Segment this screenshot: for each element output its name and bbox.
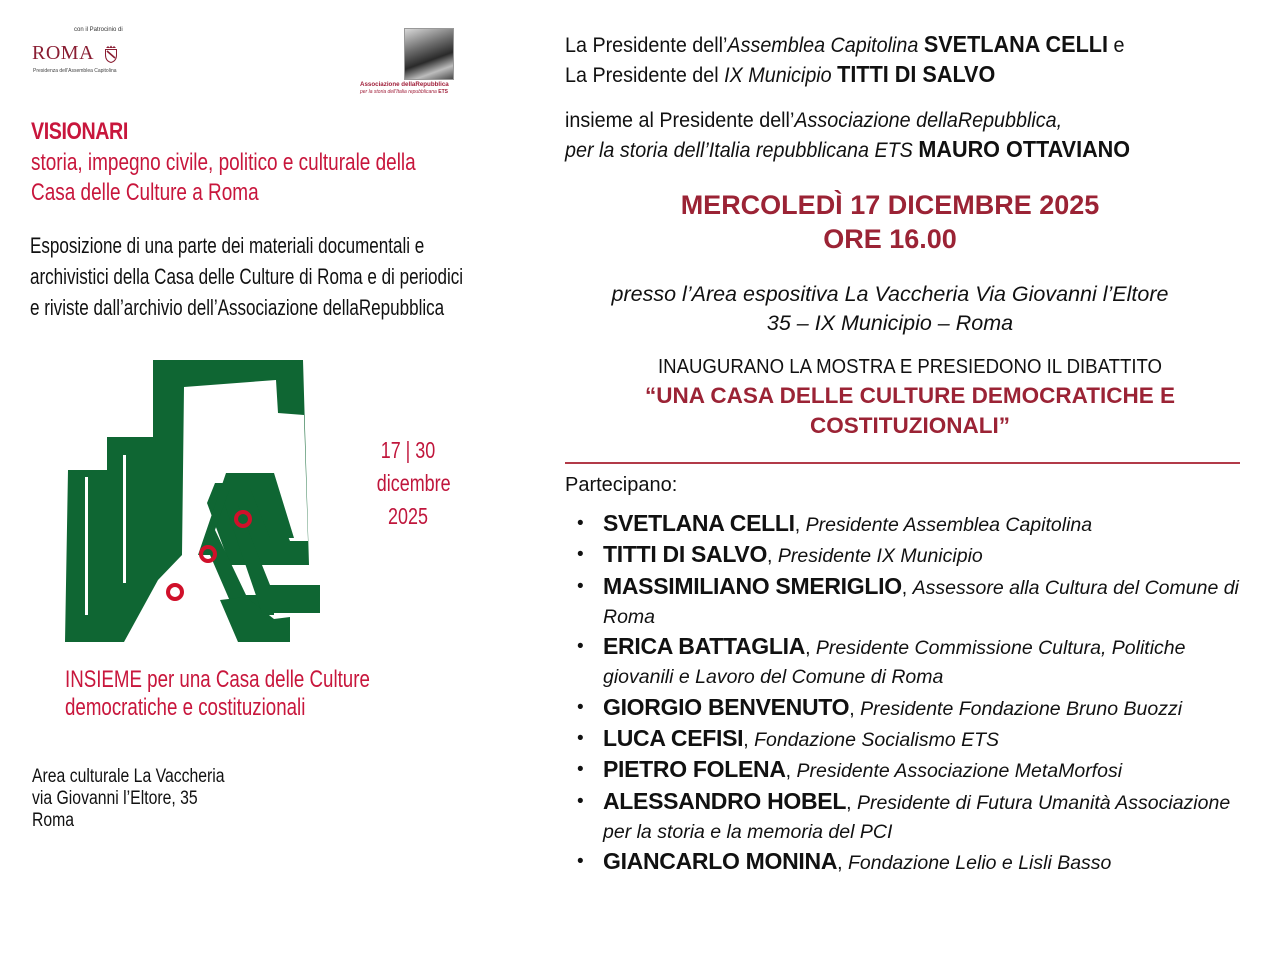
- event-venue: [560, 280, 1220, 338]
- bullet-icon: •: [577, 728, 584, 750]
- bullet-icon: •: [577, 636, 584, 658]
- participant-name: TITTI DI SALVO: [603, 541, 768, 568]
- coat-of-arms-icon: [104, 45, 118, 63]
- dates-line: dicembre: [376, 470, 451, 496]
- participant-item: • GIANCARLO MONINA, Fondazione Lelio e Lisli Basso: [575, 847, 1255, 878]
- debate-title-line: “UNA CASA DELLE CULTURE DEMOCRATICHE E: [645, 383, 1175, 408]
- participant-item: • SVETLANA CELLI, Presidente Assemblea Capitolina: [575, 509, 1255, 540]
- debate-title: [560, 381, 1260, 441]
- patronage-label: con il Patrocinio di: [74, 27, 123, 33]
- associazione-subtitle: [360, 89, 448, 95]
- venue-line: 35 – IX Municipio – Roma: [766, 311, 1014, 335]
- participant-role: Presidente Associazione MetaMorfosi: [796, 760, 1123, 783]
- bullet-icon: •: [577, 759, 584, 781]
- associazione-ets: ETS: [438, 89, 448, 95]
- intro-text: La Presidente del: [565, 64, 719, 87]
- roma-logo-text: ROMA: [32, 42, 95, 64]
- participant-item: • ALESSANDRO HOBEL, Presidente di Futura Umanità Associazione per la storia e la memoria del PCI: [577, 787, 1231, 843]
- participant-item: • GIORGIO BENVENUTO, Presidente Fondazione Bruno Buozzi: [575, 693, 1255, 724]
- associazione-subtitle-text: per la storia dell'Italia repubblicana: [360, 89, 437, 95]
- casa-delle-culture-emblem: [60, 355, 320, 645]
- participants-label: Partecipano:: [565, 474, 678, 496]
- participant-role: Presidente Assemblea Capitolina: [805, 514, 1093, 536]
- participant-name: GIANCARLO MONINA: [603, 848, 838, 875]
- bullet-icon: •: [577, 544, 584, 566]
- address-line: Roma: [32, 810, 75, 831]
- description-line: Esposizione di una parte dei materiali documentali e: [30, 233, 425, 258]
- event-time: ORE 16.00: [823, 224, 957, 254]
- participants-list: [575, 509, 1255, 879]
- intro-italic: per la storia dell’Italia repubblicana ETS: [565, 139, 913, 162]
- description-line: e riviste dall’archivio dell’Associazione dellaRepubblica: [30, 295, 445, 320]
- subtitle-line: storia, impegno civile, politico e culturale della: [31, 149, 416, 176]
- right-panel: [560, 0, 1260, 959]
- intro-text: insieme al Presidente dell’: [565, 109, 795, 132]
- associazione-name: Associazione dellaRepubblica: [360, 81, 449, 88]
- participant-name: PIETRO FOLENA: [603, 756, 786, 783]
- participant-name: ALESSANDRO HOBEL: [603, 787, 847, 814]
- participant-name: MASSIMILIANO SMERIGLIO: [603, 572, 902, 599]
- host-name: MAURO OTTAVIANO: [918, 136, 1131, 162]
- event-date: MERCOLEDÌ 17 DICEMBRE 2025: [680, 190, 1100, 220]
- bullet-icon: •: [577, 851, 584, 873]
- participant-item: • MASSIMILIANO SMERIGLIO, Assessore alla Cultura del Comune di Roma: [577, 572, 1239, 628]
- slogan-line: INSIEME per una Casa delle Culture: [65, 666, 370, 693]
- roma-logo-subtitle: Presidenza dell'Assemblea Capitolina: [33, 68, 117, 74]
- exhibition-subtitle: [31, 148, 458, 208]
- bullet-icon: •: [577, 790, 584, 812]
- intro-italic: Associazione dellaRepubblica,: [794, 109, 1063, 132]
- emblem-shapes: [60, 355, 320, 642]
- participant-item: • TITTI DI SALVO, Presidente IX Municipio: [575, 540, 1255, 571]
- participant-role: Presidente IX Municipio: [777, 545, 983, 568]
- intro-italic: IX Municipio: [724, 64, 832, 87]
- bullet-icon: •: [577, 696, 584, 718]
- ring-marker: [168, 585, 182, 599]
- participant-item: • ERICA BATTAGLIA, Presidente Commissione Cultura, Politiche giovanili e Lavoro del Comune di Roma: [577, 633, 1186, 689]
- emblem-slit: [123, 455, 126, 583]
- participant-name: GIORGIO BENVENUTO: [603, 693, 850, 720]
- event-datetime: [560, 188, 1220, 256]
- subtitle-line: Casa delle Culture a Roma: [31, 179, 259, 206]
- hosts-intro-2: [565, 106, 1130, 165]
- intro-italic: Assemblea Capitolina: [727, 34, 919, 57]
- participant-name: SVETLANA CELLI: [603, 510, 795, 536]
- bullet-icon: •: [577, 575, 584, 597]
- section-divider: [565, 462, 1240, 464]
- description-line: archivistici della Casa delle Culture di Roma e di periodici: [30, 264, 464, 289]
- hosts-intro: [565, 30, 1124, 90]
- participant-item: • LUCA CEFISI, Fondazione Socialismo ETS: [575, 724, 1255, 755]
- participant-name: ERICA BATTAGLIA: [603, 633, 806, 660]
- venue-address: [32, 766, 281, 832]
- roma-logo: [32, 42, 118, 65]
- exhibition-dates: [376, 434, 451, 533]
- intro-line: [565, 135, 1130, 165]
- intro-line: [565, 60, 1124, 90]
- associazione-photo: [404, 28, 454, 80]
- slogan-line: democratiche e costituzionali: [65, 694, 306, 721]
- intro-text: e: [1113, 34, 1125, 57]
- dates-line: 17 | 30: [380, 437, 436, 463]
- bullet-icon: •: [577, 513, 584, 534]
- host-name: TITTI DI SALVO: [837, 61, 996, 87]
- left-panel: [0, 0, 500, 959]
- address-line: via Giovanni l’Eltore, 35: [32, 788, 198, 809]
- participant-role: Fondazione Socialismo ETS: [754, 729, 1000, 752]
- emblem-slit: [85, 477, 88, 615]
- participant-role: Fondazione Lelio e Lisli Basso: [847, 852, 1112, 875]
- participant-role: Presidente di Futura Umanità Associazione per la storia e la memoria del PCI: [603, 791, 1231, 843]
- debate-title-line: COSTITUZIONALI”: [810, 413, 1010, 438]
- intro-line: [565, 30, 1124, 60]
- participant-role: Presidente Fondazione Bruno Buozzi: [860, 697, 1183, 720]
- exhibition-description: [30, 230, 464, 323]
- address-line: Area culturale La Vaccheria: [32, 766, 225, 787]
- dates-line: 2025: [388, 503, 428, 529]
- participant-name: LUCA CEFISI: [603, 725, 744, 752]
- exhibition-title: VISIONARI: [31, 118, 128, 145]
- intro-text: La Presidente dell’: [565, 34, 728, 57]
- insieme-slogan: [65, 666, 439, 722]
- participant-item: • PIETRO FOLENA, Presidente Associazione MetaMorfosi: [575, 755, 1255, 786]
- host-name: SVETLANA CELLI: [923, 31, 1109, 57]
- participant-role: Presidente Commissione Cultura, Politiche giovanili e Lavoro del Comune di Roma: [603, 637, 1186, 689]
- inaugurano-heading: INAUGURANO LA MOSTRA E PRESIEDONO IL DIBATTITO: [657, 356, 1163, 378]
- emblem-frame: [60, 355, 320, 360]
- venue-line: presso l’Area espositiva La Vaccheria Via Giovanni l’Eltore: [611, 282, 1169, 306]
- intro-line: [565, 106, 1130, 135]
- participant-role: Assessore alla Cultura del Comune di Roma: [603, 576, 1239, 628]
